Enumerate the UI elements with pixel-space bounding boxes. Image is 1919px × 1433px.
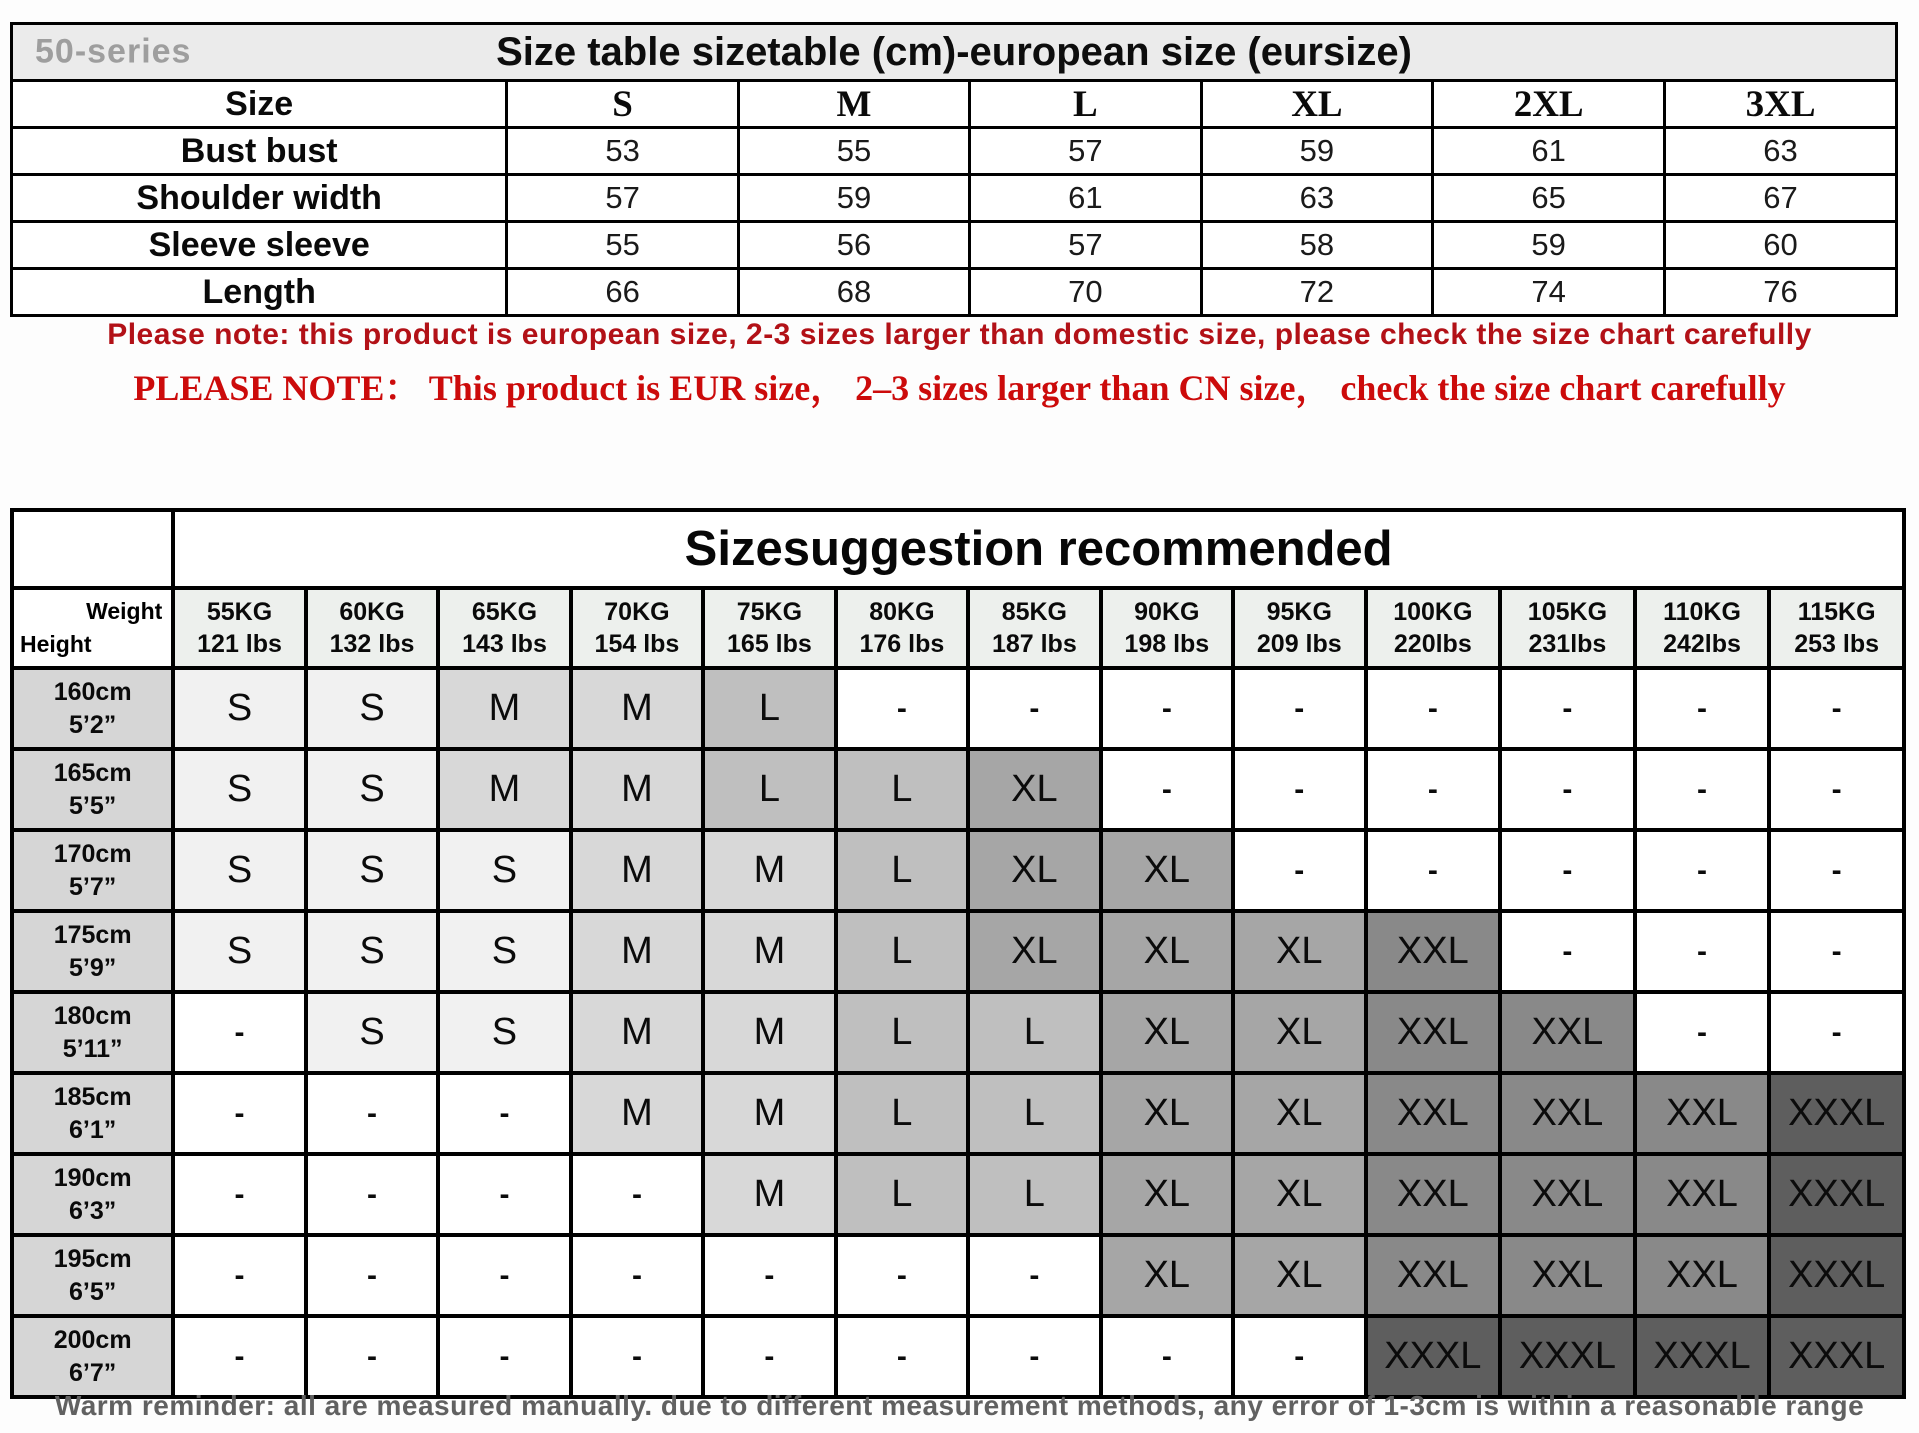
height-ft: 6’7” <box>69 1358 117 1387</box>
height-label-cell <box>12 1316 173 1397</box>
size-suggestion-cell: M <box>703 992 835 1073</box>
height-cm: 175cm <box>53 921 132 949</box>
weight-lbs: 253 lbs <box>1794 630 1880 658</box>
size-suggestion-cell: M <box>703 1154 835 1235</box>
weight-kg: 85KG <box>1001 597 1067 626</box>
size-suggestion-cell: XL <box>1101 992 1233 1073</box>
size-suggestion-cell: M <box>571 668 703 749</box>
no-size-cell: - <box>836 1235 968 1316</box>
height-cm: 165cm <box>53 759 132 787</box>
weight-height-corner-cell <box>12 588 173 668</box>
measurement-value: 58 <box>1201 222 1433 269</box>
no-size-cell: - <box>1233 668 1365 749</box>
measurement-value: 68 <box>738 269 969 316</box>
no-size-cell: - <box>1233 749 1365 830</box>
no-size-cell: - <box>1769 911 1904 992</box>
height-label-cell <box>12 1154 173 1235</box>
measurement-value: 59 <box>1433 222 1665 269</box>
size-suggestion-cell: S <box>306 830 438 911</box>
height-label-cell <box>12 749 173 830</box>
weight-kg: 110KG <box>1663 597 1741 626</box>
weight-kg: 70KG <box>604 597 670 626</box>
size-suggestion-cell: XXL <box>1500 1073 1635 1154</box>
suggestion-row <box>12 668 1904 749</box>
size-suggestion-cell: S <box>438 992 570 1073</box>
no-size-cell: - <box>1769 830 1904 911</box>
weight-kg: 100KG <box>1393 597 1473 626</box>
height-ft: 5’5” <box>69 791 117 820</box>
no-size-cell: - <box>306 1316 438 1397</box>
size-table-header-row <box>12 81 1897 128</box>
no-size-cell: - <box>968 1316 1100 1397</box>
size-suggestion-cell: S <box>306 749 438 830</box>
weight-kg: 75KG <box>736 597 803 626</box>
no-size-cell: - <box>173 992 305 1073</box>
weight-column-header <box>1769 588 1904 668</box>
no-size-cell: - <box>438 1073 570 1154</box>
series-label: 50-series <box>35 32 192 71</box>
no-size-cell: - <box>1101 1316 1233 1397</box>
suggestion-title: Sizesuggestion recommended <box>173 510 1904 588</box>
size-suggestion-cell: L <box>703 668 835 749</box>
weight-lbs: 154 lbs <box>594 630 680 658</box>
size-table-row <box>12 222 1897 269</box>
weight-kg: 60KG <box>339 597 405 626</box>
no-size-cell: - <box>703 1316 835 1397</box>
size-suggestion-cell: L <box>968 992 1100 1073</box>
size-suggestion-cell: XXXL <box>1769 1316 1904 1397</box>
no-size-cell: - <box>438 1154 570 1235</box>
size-table-title: Size table sizetable (cm)-european size (eursize) <box>496 29 1412 74</box>
no-size-cell: - <box>173 1154 305 1235</box>
size-suggestion-cell: L <box>968 1073 1100 1154</box>
weight-lbs: 132 lbs <box>329 630 415 658</box>
size-suggestion-cell: L <box>968 1154 1100 1235</box>
size-suggestion-cell: M <box>703 911 835 992</box>
suggestion-row <box>12 1235 1904 1316</box>
size-suggestion-cell: XXXL <box>1635 1316 1770 1397</box>
size-suggestion-cell: XL <box>1233 992 1365 1073</box>
size-suggestion-cell: XL <box>1233 911 1365 992</box>
no-size-cell: - <box>1635 749 1770 830</box>
size-suggestion-cell: XXL <box>1366 1154 1501 1235</box>
size-suggestion-cell: XL <box>1101 1235 1233 1316</box>
height-cm: 170cm <box>53 840 132 868</box>
suggestion-row <box>12 830 1904 911</box>
no-size-cell: - <box>571 1316 703 1397</box>
size-suggestion-cell: XL <box>1233 1073 1365 1154</box>
size-suggestion-cell: M <box>571 749 703 830</box>
size-column-header: 3XL <box>1665 81 1897 128</box>
size-suggestion-cell: M <box>571 911 703 992</box>
measurement-value: 70 <box>970 269 1201 316</box>
size-table-title-row <box>12 24 1897 81</box>
size-suggestion-cell: XL <box>1233 1154 1365 1235</box>
height-cm: 185cm <box>53 1083 132 1111</box>
size-header-label: Size <box>12 81 507 128</box>
measurement-value: 63 <box>1665 128 1897 175</box>
corner-weight-label: Weight <box>86 598 163 624</box>
size-suggestion-cell: L <box>836 992 968 1073</box>
no-size-cell: - <box>571 1235 703 1316</box>
size-suggestion-table <box>10 508 1906 1399</box>
size-suggestion-cell: XL <box>1101 1073 1233 1154</box>
no-size-cell: - <box>1500 830 1635 911</box>
no-size-cell: - <box>1769 668 1904 749</box>
suggestion-row <box>12 1073 1904 1154</box>
suggestion-row <box>12 911 1904 992</box>
suggestion-title-corner-cell <box>12 510 173 588</box>
size-suggestion-cell: XXL <box>1366 911 1501 992</box>
weight-kg: 65KG <box>471 597 538 626</box>
weight-column-header <box>306 588 438 668</box>
weight-lbs: 176 lbs <box>859 630 945 658</box>
size-table-row <box>12 128 1897 175</box>
measurement-value: 61 <box>970 175 1201 222</box>
weight-lbs: 231lbs <box>1528 630 1607 658</box>
weight-kg: 55KG <box>206 597 273 626</box>
corner-height-label: Height <box>20 631 92 657</box>
size-suggestion-cell: M <box>703 1073 835 1154</box>
height-ft: 5’7” <box>69 872 117 901</box>
no-size-cell: - <box>836 1316 968 1397</box>
no-size-cell: - <box>1366 749 1501 830</box>
size-suggestion-cell: XXXL <box>1769 1154 1904 1235</box>
weight-lbs: 198 lbs <box>1124 630 1210 658</box>
size-suggestion-cell: XXL <box>1500 992 1635 1073</box>
weight-kg: 95KG <box>1266 597 1332 626</box>
no-size-cell: - <box>438 1316 570 1397</box>
size-suggestion-cell: XXL <box>1635 1154 1770 1235</box>
height-ft: 5’11” <box>62 1034 123 1063</box>
measurement-value: 60 <box>1665 222 1897 269</box>
size-suggestion-cell: S <box>173 668 305 749</box>
no-size-cell: - <box>1233 830 1365 911</box>
size-suggestion-cell: XL <box>1101 1154 1233 1235</box>
weight-lbs: 121 lbs <box>197 630 282 658</box>
weight-kg: 90KG <box>1134 597 1200 626</box>
size-suggestion-cell: L <box>836 1154 968 1235</box>
size-suggestion-cell: S <box>306 992 438 1073</box>
suggestion-row <box>12 1154 1904 1235</box>
size-suggestion-cell: L <box>836 911 968 992</box>
measurement-value: 57 <box>970 128 1201 175</box>
size-suggestion-cell: S <box>173 749 305 830</box>
size-suggestion-cell: L <box>836 749 968 830</box>
measurement-label: Bust bust <box>12 128 507 175</box>
size-column-header: M <box>738 81 969 128</box>
size-column-header: L <box>970 81 1201 128</box>
size-column-header: XL <box>1201 81 1433 128</box>
measurement-value: 57 <box>507 175 738 222</box>
size-suggestion-cell: XXL <box>1500 1235 1635 1316</box>
weight-column-header <box>173 588 305 668</box>
suggestion-title-row <box>12 510 1904 588</box>
size-suggestion-cell: XL <box>968 749 1100 830</box>
no-size-cell: - <box>173 1235 305 1316</box>
size-suggestion-cell: XL <box>968 911 1100 992</box>
size-suggestion-cell: XXXL <box>1769 1073 1904 1154</box>
size-suggestion-cell: XXL <box>1366 992 1501 1073</box>
size-suggestion-cell: M <box>703 830 835 911</box>
no-size-cell: - <box>1769 749 1904 830</box>
warm-reminder: Warm reminder: all are measured manually. due to different measurement methods, any error of 1-3cm is within a reasonable range <box>54 1390 1865 1421</box>
weight-lbs: 209 lbs <box>1256 630 1342 658</box>
size-suggestion-cell: S <box>173 830 305 911</box>
measurement-value: 56 <box>738 222 969 269</box>
weight-column-header <box>1366 588 1501 668</box>
height-ft: 6’5” <box>69 1277 117 1306</box>
no-size-cell: - <box>1233 1316 1365 1397</box>
size-column-header: S <box>507 81 738 128</box>
weight-lbs: 220lbs <box>1393 630 1472 658</box>
no-size-cell: - <box>1101 749 1233 830</box>
size-suggestion-cell: XL <box>1101 830 1233 911</box>
weight-kg: 115KG <box>1797 597 1876 626</box>
size-suggestion-cell: XXXL <box>1500 1316 1635 1397</box>
height-ft: 6’1” <box>69 1115 117 1144</box>
size-suggestion-cell: XL <box>1233 1235 1365 1316</box>
no-size-cell: - <box>173 1316 305 1397</box>
measurement-label: Sleeve sleeve <box>12 222 507 269</box>
weight-lbs: 187 lbs <box>991 630 1077 658</box>
measurement-value: 67 <box>1665 175 1897 222</box>
weight-lbs: 143 lbs <box>462 630 547 658</box>
no-size-cell: - <box>438 1235 570 1316</box>
height-label-cell <box>12 911 173 992</box>
no-size-cell: - <box>1635 830 1770 911</box>
no-size-cell: - <box>703 1235 835 1316</box>
weight-lbs: 165 lbs <box>727 630 812 658</box>
height-label-cell <box>12 1235 173 1316</box>
height-label-cell <box>12 830 173 911</box>
suggestion-row <box>12 1316 1904 1397</box>
no-size-cell: - <box>306 1073 438 1154</box>
size-suggestion-cell: XL <box>1101 911 1233 992</box>
size-suggestion-cell: XXL <box>1366 1073 1501 1154</box>
height-label-cell <box>12 1073 173 1154</box>
no-size-cell: - <box>1500 668 1635 749</box>
size-suggestion-cell: M <box>571 992 703 1073</box>
weight-kg: 105KG <box>1527 597 1608 626</box>
size-table-row <box>12 269 1897 316</box>
size-suggestion-cell: S <box>306 668 438 749</box>
no-size-cell: - <box>1500 911 1635 992</box>
size-suggestion-cell: M <box>571 1073 703 1154</box>
height-label-cell <box>12 992 173 1073</box>
measurement-value: 55 <box>507 222 738 269</box>
note-european-size: Please note: this product is european size, 2-3 sizes larger than domestic size, please check the size chart carefully <box>107 318 1812 351</box>
no-size-cell: - <box>1500 749 1635 830</box>
height-ft: 6’3” <box>69 1196 117 1225</box>
size-suggestion-cell: XXL <box>1635 1235 1770 1316</box>
weight-column-header <box>968 588 1100 668</box>
suggestion-row <box>12 749 1904 830</box>
size-suggestion-cell: S <box>173 911 305 992</box>
size-suggestion-cell: S <box>438 830 570 911</box>
measurement-value: 53 <box>507 128 738 175</box>
no-size-cell: - <box>1769 992 1904 1073</box>
size-suggestion-cell: XXXL <box>1769 1235 1904 1316</box>
height-ft: 5’9” <box>69 953 117 982</box>
height-cm: 200cm <box>53 1326 132 1354</box>
weight-column-header <box>1233 588 1365 668</box>
size-suggestion-cell: L <box>836 1073 968 1154</box>
no-size-cell: - <box>1635 911 1770 992</box>
weight-lbs: 242lbs <box>1663 630 1741 658</box>
size-suggestion-cell: L <box>703 749 835 830</box>
no-size-cell: - <box>836 668 968 749</box>
size-suggestion-cell: XXL <box>1635 1073 1770 1154</box>
measurement-value: 55 <box>738 128 969 175</box>
size-table <box>10 22 1898 317</box>
suggestion-row <box>12 992 1904 1073</box>
size-column-header: 2XL <box>1433 81 1665 128</box>
measurement-value: 76 <box>1665 269 1897 316</box>
height-cm: 160cm <box>53 678 132 706</box>
weight-column-header <box>836 588 968 668</box>
no-size-cell: - <box>1366 668 1501 749</box>
size-suggestion-cell: S <box>306 911 438 992</box>
measurement-value: 74 <box>1433 269 1665 316</box>
size-suggestion-cell: M <box>438 668 570 749</box>
measurement-label: Shoulder width <box>12 175 507 222</box>
size-suggestion-cell: M <box>438 749 570 830</box>
weight-column-header <box>1101 588 1233 668</box>
note-eur-size: PLEASE NOTE： This product is EUR size， 2–3 sizes larger than CN size， check the size chart carefully <box>133 368 1786 408</box>
weight-column-header <box>571 588 703 668</box>
measurement-label: Length <box>12 269 507 316</box>
measurement-value: 63 <box>1201 175 1433 222</box>
no-size-cell: - <box>306 1235 438 1316</box>
size-suggestion-cell: XXXL <box>1366 1316 1501 1397</box>
no-size-cell: - <box>968 1235 1100 1316</box>
size-suggestion-cell: L <box>836 830 968 911</box>
height-cm: 180cm <box>53 1002 132 1030</box>
no-size-cell: - <box>306 1154 438 1235</box>
measurement-value: 59 <box>1201 128 1433 175</box>
no-size-cell: - <box>1101 668 1233 749</box>
no-size-cell: - <box>1366 830 1501 911</box>
size-suggestion-cell: XL <box>968 830 1100 911</box>
no-size-cell: - <box>1635 668 1770 749</box>
size-suggestion-cell: M <box>571 830 703 911</box>
measurement-value: 61 <box>1433 128 1665 175</box>
height-ft: 5’2” <box>69 710 117 739</box>
suggestion-header-row <box>12 588 1904 668</box>
measurement-value: 72 <box>1201 269 1433 316</box>
size-suggestion-cell: S <box>438 911 570 992</box>
size-table-row <box>12 175 1897 222</box>
weight-column-header <box>1635 588 1770 668</box>
measurement-value: 66 <box>507 269 738 316</box>
weight-column-header <box>1500 588 1635 668</box>
size-suggestion-cell: XXL <box>1366 1235 1501 1316</box>
height-label-cell <box>12 668 173 749</box>
measurement-value: 57 <box>970 222 1201 269</box>
size-table-title-cell <box>12 24 1897 81</box>
height-cm: 190cm <box>53 1164 132 1192</box>
weight-column-header <box>438 588 570 668</box>
no-size-cell: - <box>1635 992 1770 1073</box>
no-size-cell: - <box>968 668 1100 749</box>
no-size-cell: - <box>571 1154 703 1235</box>
weight-kg: 80KG <box>869 597 935 626</box>
measurement-value: 59 <box>738 175 969 222</box>
weight-column-header <box>703 588 835 668</box>
size-suggestion-cell: XXL <box>1500 1154 1635 1235</box>
no-size-cell: - <box>173 1073 305 1154</box>
height-cm: 195cm <box>53 1245 132 1273</box>
measurement-value: 65 <box>1433 175 1665 222</box>
